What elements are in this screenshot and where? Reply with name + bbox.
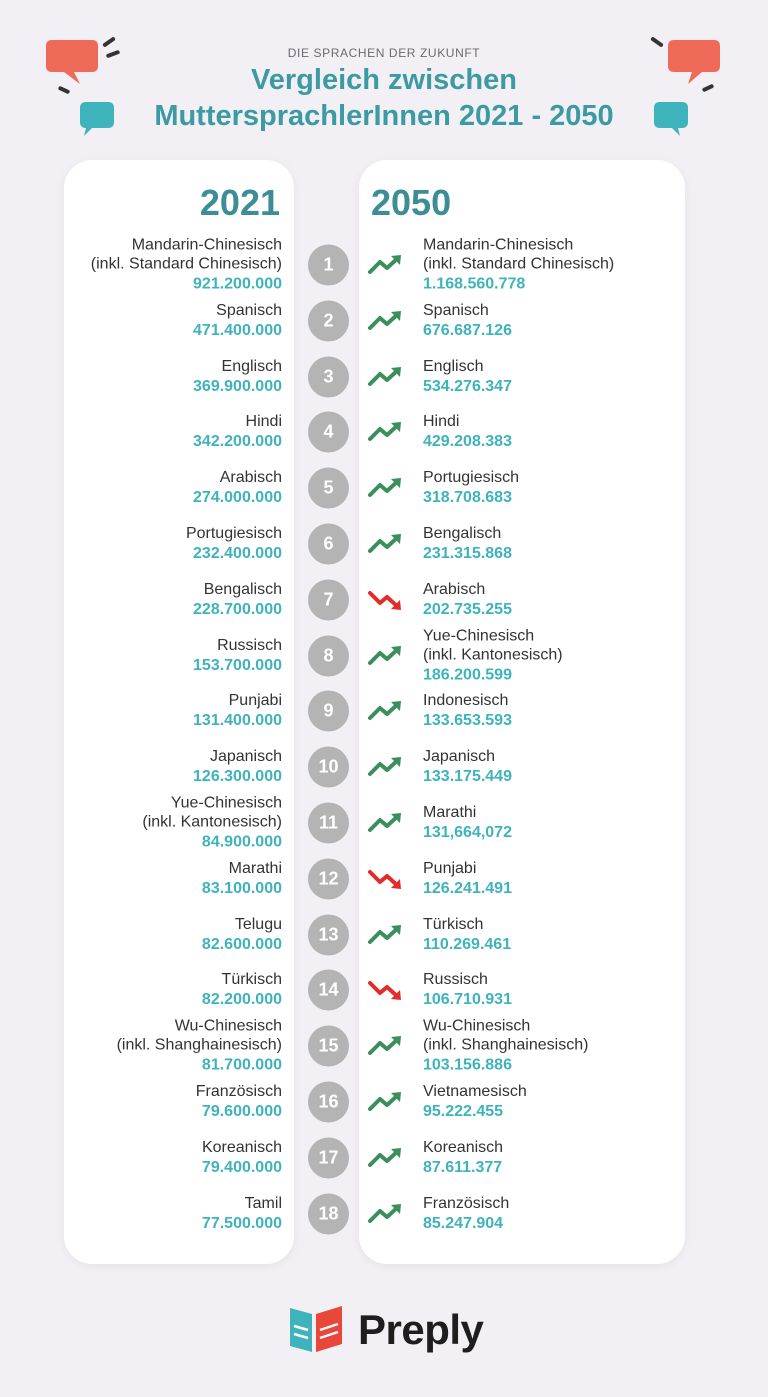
row-2050 xyxy=(423,524,678,564)
row-2050 xyxy=(423,1138,678,1178)
row-2050 xyxy=(423,803,678,843)
language-name-line: Arabisch xyxy=(219,469,282,486)
speaker-count-2050: 429.208.383 xyxy=(423,433,512,450)
language-name-line: Japanisch xyxy=(209,748,282,765)
language-name-line: Indonesisch xyxy=(423,692,509,709)
language-name-line: Wu-Chinesisch xyxy=(423,1017,531,1035)
brand-name: Preply xyxy=(358,1306,484,1353)
row-2050 xyxy=(423,859,678,899)
language-name-line: Koreanisch xyxy=(201,1139,282,1156)
speaker-count-2021: 84.900.000 xyxy=(201,833,282,851)
language-name-line: Portugiesisch xyxy=(185,525,282,542)
speaker-count-2050: 1.168.560.778 xyxy=(423,275,526,293)
speaker-count-2050: 202.735.255 xyxy=(423,601,512,618)
row-2050 xyxy=(423,468,678,508)
language-name-line: Telugu xyxy=(234,916,282,933)
trend-up-icon xyxy=(368,420,404,444)
rank-badge: 15 xyxy=(308,1026,349,1067)
language-name-line: (inkl. Shanghainesisch) xyxy=(423,1036,589,1054)
row-2021 xyxy=(64,794,282,853)
rank-badge: 14 xyxy=(308,970,349,1011)
rank-badge: 4 xyxy=(308,412,349,453)
row-2050 xyxy=(423,691,678,731)
row-2021 xyxy=(64,524,282,564)
speaker-count-2021: 153.700.000 xyxy=(193,657,282,674)
language-name-line: Yue-Chinesisch xyxy=(423,627,535,645)
trend-up-icon xyxy=(368,365,404,389)
row-2021 xyxy=(64,1017,282,1076)
row-2021 xyxy=(64,357,282,397)
language-name-line: Türkisch xyxy=(423,916,484,933)
language-name-line: Yue-Chinesisch xyxy=(170,794,282,812)
language-name-line: Marathi xyxy=(228,860,282,877)
speaker-count-2050: 318.708.683 xyxy=(423,489,512,506)
speaker-count-2021: 274.000.000 xyxy=(193,489,282,506)
row-2050 xyxy=(423,580,678,620)
row-2021 xyxy=(64,1138,282,1178)
language-name-line: Koreanisch xyxy=(423,1139,504,1156)
row-2050 xyxy=(423,627,678,686)
language-name-line: Marathi xyxy=(423,804,477,821)
language-name-line: Mandarin-Chinesisch xyxy=(423,236,574,254)
rank-badge: 5 xyxy=(308,468,349,509)
language-name-line: (inkl. Standard Chinesisch) xyxy=(90,255,282,273)
speaker-count-2050: 186.200.599 xyxy=(423,666,512,684)
speaker-count-2021: 369.900.000 xyxy=(193,378,282,395)
trend-up-icon xyxy=(368,1034,404,1058)
row-2021 xyxy=(64,1082,282,1122)
trend-down-icon xyxy=(368,867,404,891)
row-2021 xyxy=(64,412,282,452)
language-name-line: (inkl. Standard Chinesisch) xyxy=(423,255,615,273)
speaker-count-2021: 131.400.000 xyxy=(193,712,282,729)
language-name-line: Französisch xyxy=(423,1195,510,1212)
row-2021 xyxy=(64,636,282,676)
page-subtitle: DIE SPRACHEN DER ZUKUNFT xyxy=(287,46,481,60)
language-name-line: (inkl. Kantonesisch) xyxy=(142,813,282,831)
trend-up-icon xyxy=(368,1146,404,1170)
speaker-count-2021: 79.400.000 xyxy=(201,1159,282,1176)
speaker-count-2050: 131,664,072 xyxy=(423,824,512,841)
language-name-line: Hindi xyxy=(245,413,282,430)
rank-badge: 7 xyxy=(308,580,349,621)
speaker-count-2021: 79.600.000 xyxy=(201,1103,282,1120)
language-name-line: Französisch xyxy=(195,1083,282,1100)
speaker-count-2050: 110.269.461 xyxy=(423,936,512,953)
row-2050 xyxy=(423,970,678,1010)
row-2050 xyxy=(423,236,678,295)
speaker-count-2050: 231.315.868 xyxy=(423,545,512,562)
row-2050 xyxy=(423,301,678,341)
year-2050-heading: 2050 xyxy=(371,182,452,223)
speaker-count-2021: 471.400.000 xyxy=(193,322,282,339)
rank-badge: 10 xyxy=(308,747,349,788)
rank-badge: 12 xyxy=(308,859,349,900)
language-name-line: Japanisch xyxy=(423,748,496,765)
rank-badge: 8 xyxy=(308,636,349,677)
preply-logo-icon xyxy=(288,1304,344,1358)
trend-down-icon xyxy=(368,588,404,612)
language-name-line: (inkl. Shanghainesisch) xyxy=(116,1036,282,1054)
row-2021 xyxy=(64,859,282,899)
speaker-count-2050: 133.175.449 xyxy=(423,768,512,785)
row-2050 xyxy=(423,1082,678,1122)
language-name-line: Portugiesisch xyxy=(423,469,520,486)
language-name-line: Punjabi xyxy=(228,692,282,709)
trend-up-icon xyxy=(368,699,404,723)
trend-up-icon xyxy=(368,476,404,500)
speaker-count-2021: 342.200.000 xyxy=(193,433,282,450)
rank-badge: 1 xyxy=(308,245,349,286)
rank-badge: 3 xyxy=(308,357,349,398)
speaker-count-2021: 82.200.000 xyxy=(201,991,282,1008)
speaker-count-2021: 82.600.000 xyxy=(201,936,282,953)
rank-badge: 18 xyxy=(308,1194,349,1235)
trend-up-icon xyxy=(368,253,404,277)
trend-up-icon xyxy=(368,923,404,947)
speaker-count-2021: 81.700.000 xyxy=(201,1056,282,1074)
language-name-line: Wu-Chinesisch xyxy=(174,1017,282,1035)
row-2021 xyxy=(64,747,282,787)
language-name-line: Spanisch xyxy=(423,302,489,319)
row-2050 xyxy=(423,1194,678,1234)
rank-badge: 2 xyxy=(308,301,349,342)
language-name-line: Russisch xyxy=(217,637,282,654)
row-2021 xyxy=(64,580,282,620)
language-name-line: Mandarin-Chinesisch xyxy=(131,236,282,254)
row-2050 xyxy=(423,747,678,787)
speaker-count-2050: 87.611.377 xyxy=(423,1159,503,1176)
language-name-line: Vietnamesisch xyxy=(423,1083,527,1100)
language-name-line: Englisch xyxy=(221,358,282,375)
row-2021 xyxy=(64,236,282,295)
rank-badge: 9 xyxy=(308,691,349,732)
language-name-line: Spanisch xyxy=(216,302,282,319)
year-2021-heading: 2021 xyxy=(199,182,280,223)
language-name-line: Punjabi xyxy=(423,860,477,877)
row-2021 xyxy=(64,1194,282,1234)
speaker-count-2021: 921.200.000 xyxy=(193,275,282,293)
speaker-count-2050: 85.247.904 xyxy=(423,1215,504,1232)
row-2021 xyxy=(64,301,282,341)
row-2050 xyxy=(423,412,678,452)
speaker-count-2021: 228.700.000 xyxy=(193,601,282,618)
speaker-count-2050: 95.222.455 xyxy=(423,1103,504,1120)
trend-up-icon xyxy=(368,1202,404,1226)
row-2050 xyxy=(423,357,678,397)
trend-up-icon xyxy=(368,309,404,333)
trend-up-icon xyxy=(368,755,404,779)
row-2021 xyxy=(64,691,282,731)
language-name-line: Hindi xyxy=(423,413,460,430)
row-2050 xyxy=(423,915,678,955)
language-name-line: Bengalisch xyxy=(203,581,282,598)
trend-up-icon xyxy=(368,532,404,556)
language-name-line: Englisch xyxy=(423,358,484,375)
speaker-count-2021: 77.500.000 xyxy=(201,1215,282,1232)
speaker-count-2021: 83.100.000 xyxy=(201,880,282,897)
speaker-count-2050: 103.156.886 xyxy=(423,1056,512,1074)
speaker-count-2021: 126.300.000 xyxy=(193,768,282,785)
language-name-line: Arabisch xyxy=(423,581,486,598)
language-name-line: Bengalisch xyxy=(423,525,502,542)
row-2050 xyxy=(423,1017,678,1076)
row-2021 xyxy=(64,468,282,508)
rank-badge: 17 xyxy=(308,1138,349,1179)
rank-badge: 11 xyxy=(308,803,349,844)
trend-up-icon xyxy=(368,811,404,835)
rank-badge: 13 xyxy=(308,915,349,956)
language-name-line: (inkl. Kantonesisch) xyxy=(423,646,563,664)
language-name-line: Türkisch xyxy=(221,971,282,988)
speaker-count-2050: 534.276.347 xyxy=(423,378,512,395)
speaker-count-2050: 126.241.491 xyxy=(423,880,512,897)
row-2021 xyxy=(64,915,282,955)
trend-up-icon xyxy=(368,1090,404,1114)
speaker-count-2050: 133.653.593 xyxy=(423,712,512,729)
rank-badge: 16 xyxy=(308,1082,349,1123)
speaker-count-2050: 106.710.931 xyxy=(423,991,512,1008)
rank-badge: 6 xyxy=(308,524,349,565)
trend-up-icon xyxy=(368,644,404,668)
language-name-line: Russisch xyxy=(423,971,488,988)
page-title: Vergleich zwischen MuttersprachlerInnen 2021 - 2050 xyxy=(154,64,614,132)
row-2021 xyxy=(64,970,282,1010)
trend-down-icon xyxy=(368,978,404,1002)
speaker-count-2021: 232.400.000 xyxy=(193,545,282,562)
speaker-count-2050: 676.687.126 xyxy=(423,322,512,339)
language-name-line: Tamil xyxy=(244,1195,282,1212)
